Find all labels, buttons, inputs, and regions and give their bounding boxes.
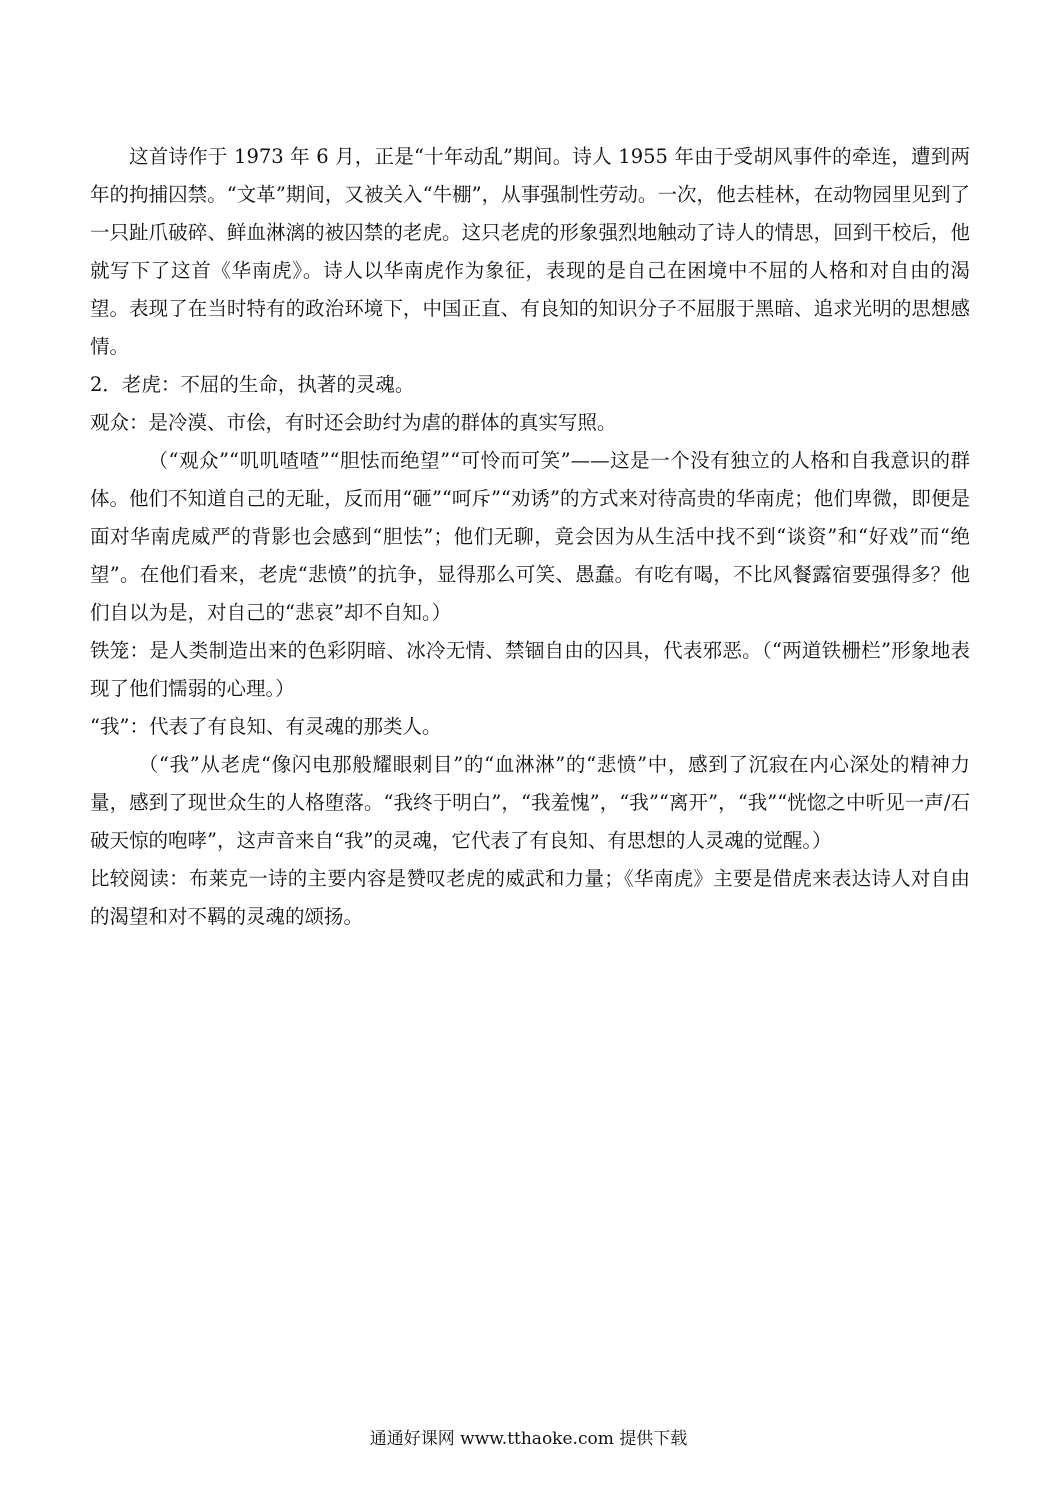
paragraph-me: “我”：代表了有良知、有灵魂的那类人。 [90, 715, 442, 738]
paragraph-audience-detail: （“观众”“叽叽喳喳”“胆怯而绝望”“可怜而可笑”——这是一个没有独立的人格和自我意识的群体。他们不知道自己的无耻，反而用“砸”“呵斥”“劝诱”的方式来对待高贵的华南虎；他们卑微，即便是面对华南虎威严的背影也会感到“胆怯”；他们无聊，竟会因为从生活中找不到“谈资”和“好戏”而“绝望”。在他们看来，老虎“悲愤”的抗争，显得那么可笑、愚蠢。有吃有喝，不比风餐露宿要强得多？他们自以为是，对自己的“悲哀”却不自知。） [90, 449, 970, 624]
paragraph-comparison: 比较阅读：布莱克一诗的主要内容是赞叹老虎的威武和力量；《华南虎》主要是借虎来表达诗人对自由的渴望和对不羁的灵魂的颂扬。 [90, 867, 970, 928]
paragraph-tiger: 2．老虎：不屈的生命，执著的灵魂。 [90, 373, 415, 396]
paragraph-background: 这首诗作于 1973 年 6 月，正是“十年动乱”期间。诗人 1955 年由于受胡风事件的牵连，遭到两年的拘捕囚禁。“文革”期间，又被关入“牛棚”，从事强制性劳动。一次，他去桂林，在动物园里见到了一只趾爪破碎、鲜血淋漓的被囚禁的老虎。这只老虎的形象强烈地触动了诗人的情思，回到干校后，他就写下了这首《华南虎》。诗人以华南虎作为象征，表现的是自己在困境中不屈的人格和对自由的渴望。表现了在当时特有的政治环境下，中国正直、有良知的知识分子不屈服于黑暗、追求光明的思想感情。 [90, 145, 970, 358]
paragraph-me-detail: （“我”从老虎“像闪电那般耀眼刺目”的“血淋淋”的“悲愤”中，感到了沉寂在内心深处的精神力量，感到了现世众生的人格堕落。“我终于明白”，“我羞愧”，“我”“离开”，“我”“恍惚之中听见一声/石破天惊的咆哮”，这声音来自“我”的灵魂，它代表了有良知、有思想的人灵魂的觉醒。） [90, 753, 970, 852]
document-body [90, 138, 970, 936]
paragraph-audience: 观众：是冷漠、市侩，有时还会助纣为虐的群体的真实写照。 [90, 411, 617, 434]
page-footer: 通通好课网 www.tthaoke.com 提供下载 [369, 1429, 688, 1449]
paragraph-cage: 铁笼：是人类制造出来的色彩阴暗、冰冷无情、禁锢自由的囚具，代表邪恶。（“两道铁栅栏”形象地表现了他们懦弱的心理。） [90, 639, 970, 700]
